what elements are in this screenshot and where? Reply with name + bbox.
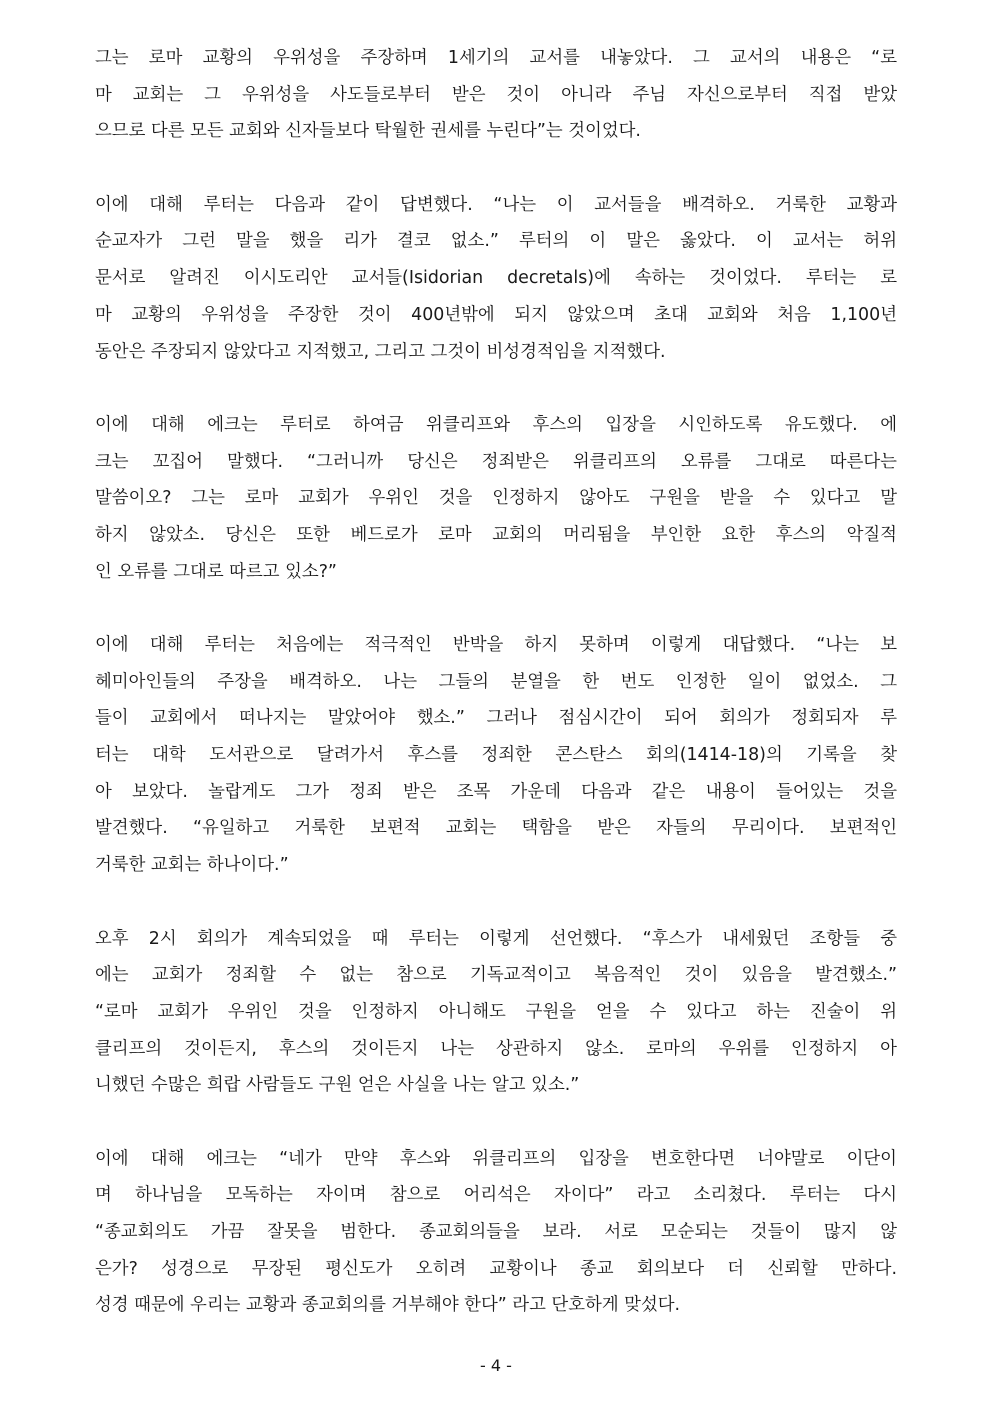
page-number: - 4 - <box>480 1356 512 1375</box>
text-line: 으므로 다른 모든 교회와 신자들보다 탁월한 권세를 누린다”는 것이었다. <box>95 121 641 142</box>
text-line: 헤미아인들의 주장을 배격하오. 나는 그들의 분열을 한 번도 인정한 일이 없었소. 그 <box>95 671 897 692</box>
text-line: 에는 교회가 정죄할 수 없는 참으로 기독교적이고 복음적인 것이 있음을 발견했소.” <box>95 965 897 986</box>
text-line: 며 하나님을 모독하는 자이며 참으로 어리석은 자이다” 라고 소리쳤다. 루터는 다시 <box>95 1185 897 1206</box>
text-line: 순교자가 그런 말을 했을 리가 결코 없소.” 루터의 이 말은 옳았다. 이 교서는 허위 <box>95 231 897 252</box>
text-line: 아 보았다. 놀랍게도 그가 정죄 받은 조목 가운데 다음과 같은 내용이 들어있는 것을 <box>95 781 897 802</box>
text-line: 은가? 성경으로 무장된 평신도가 오히려 교황이나 종교 회의보다 더 신뢰할 만하다. <box>95 1258 897 1279</box>
text-line: 마 교황의 우위성을 주장한 것이 400년밖에 되지 않았으며 초대 교회와 처음 1,100년 <box>95 304 897 325</box>
text-line: 클리프의 것이든지, 후스의 것이든지 나는 상관하지 않소. 로마의 우위를 인정하지 아 <box>95 1038 897 1059</box>
text-line: 크는 꼬집어 말했다. “그러니까 당신은 정죄받은 위클리프의 오류를 그대로 따른다는 <box>95 451 897 472</box>
paragraph-3 <box>95 407 897 590</box>
paragraph-6 <box>95 1141 897 1324</box>
paragraph-2 <box>95 187 897 370</box>
text-line: 성경 때문에 우리는 교황과 종교회의를 거부해야 한다” 라고 단호하게 맞섰다. <box>95 1295 681 1316</box>
paragraph-5 <box>95 921 897 1104</box>
text-line: 인 오류를 그대로 따르고 있소?” <box>95 561 337 582</box>
text-line: 그는 로마 교황의 우위성을 주장하며 1세기의 교서를 내놓았다. 그 교서의 내용은 “로 <box>95 48 897 68</box>
text-line: 터는 대학 도서관으로 달려가서 후스를 정죄한 콘스탄스 회의(1414-18)의 기록을 찾 <box>95 745 897 766</box>
text-line: 이에 대해 루터는 다음과 같이 답변했다. “나는 이 교서들을 배격하오. 거룩한 교황과 <box>95 194 897 215</box>
text-line: 발견했다. “유일하고 거룩한 보편적 교회는 택함을 받은 자들의 무리이다. 보편적인 <box>95 818 897 839</box>
text-line: “종교회의도 가끔 잘못을 범한다. 종교회의들을 보라. 서로 모순되는 것들이 많지 않 <box>95 1222 897 1242</box>
paragraph-1 <box>95 40 897 150</box>
text-line: 오후 2시 회의가 계속되었을 때 루터는 이렇게 선언했다. “후스가 내세웠던 조항들 중 <box>95 928 897 949</box>
paragraph-4 <box>95 627 897 884</box>
text-line: 마 교회는 그 우위성을 사도들로부터 받은 것이 아니라 주님 자신으로부터 직접 받았 <box>95 84 897 105</box>
text-line: 하지 않았소. 당신은 또한 베드로가 로마 교회의 머리됨을 부인한 요한 후스의 악질적 <box>95 524 897 545</box>
text-line: 동안은 주장되지 않았다고 지적했고, 그리고 그것이 비성경적임을 지적했다. <box>95 341 666 362</box>
text-line: 니했던 수많은 희랍 사람들도 구원 얻은 사실을 나는 알고 있소.” <box>95 1075 580 1096</box>
text-line: 문서로 알려진 이시도리안 교서들(Isidorian decretals)에 속하는 것이었다. 루터는 로 <box>95 268 897 289</box>
text-line: “로마 교회가 우위인 것을 인정하지 아니해도 구원을 얻을 수 있다고 하는 진술이 위 <box>95 1001 897 1022</box>
text-line: 이에 대해 에크는 루터로 하여금 위클리프와 후스의 입장을 시인하도록 유도했다. 에 <box>95 414 897 435</box>
text-line: 거룩한 교회는 하나이다.” <box>95 855 289 876</box>
document-body <box>95 40 897 1361</box>
text-line: 이에 대해 루터는 처음에는 적극적인 반박을 하지 못하며 이렇게 대답했다. “나는 보 <box>95 635 897 655</box>
text-line: 이에 대해 에크는 “네가 만약 후스와 위클리프의 입장을 변호한다면 너야말로 이단이 <box>95 1148 897 1169</box>
text-line: 들이 교회에서 떠나지는 말았어야 했소.” 그러나 점심시간이 되어 회의가 정회되자 루 <box>95 708 897 729</box>
text-line: 말씀이오? 그는 로마 교회가 우위인 것을 인정하지 않아도 구원을 받을 수 있다고 말 <box>95 488 897 509</box>
